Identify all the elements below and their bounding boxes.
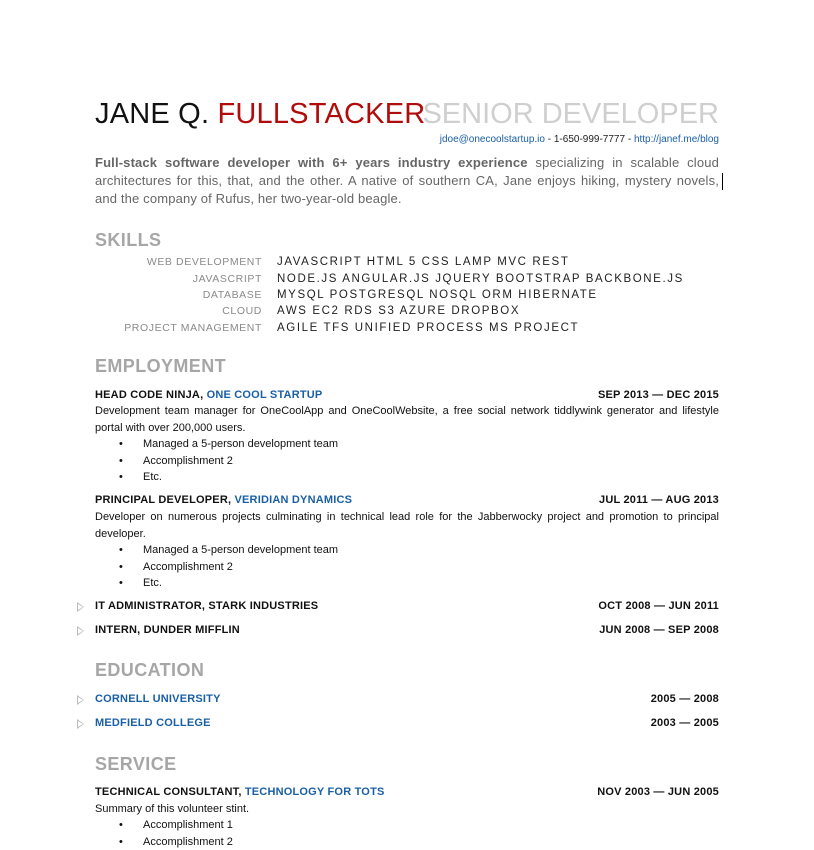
list-item: • Accomplishment 2 [95,453,719,470]
job-role-text: PRINCIPAL DEVELOPER, [95,494,234,506]
service-org: TECHNOLOGY FOR TOTS [245,786,385,798]
skill-row [95,270,719,286]
expand-triangle-icon[interactable] [77,626,84,636]
job-role [95,494,352,506]
skill-values: JAVASCRIPT HTML 5 CSS LAMP MVC REST [277,256,569,268]
service-dates: NOV 2003 — JUN 2005 [597,786,719,798]
service-bullets [95,817,719,850]
candidate-name [95,98,425,131]
section-title-service: SERVICE [95,754,177,775]
list-item: • Etc. [95,469,719,486]
skill-category: DATABASE [95,289,262,301]
contact-separator: - [545,134,554,145]
job-bullets [95,436,719,486]
service-role-text: TECHNICAL CONSULTANT, [95,786,245,798]
contact-separator: - [625,134,634,145]
summary-paragraph[interactable] [95,154,719,208]
job-heading-collapsed[interactable] [95,624,719,636]
service-description: Summary of this volunteer stint. [95,801,719,818]
service-heading [95,786,719,798]
last-name: FULLSTACKER [217,98,425,130]
job-heading-collapsed[interactable] [95,600,719,612]
job-org: VERIDIAN DYNAMICS [234,494,352,506]
skill-category: CLOUD [95,305,262,317]
job-dates: JUN 2008 — SEP 2008 [599,624,719,636]
job-role [95,389,322,401]
list-item: • Etc. [95,575,719,592]
job-title: SENIOR DEVELOPER [422,98,719,131]
job-heading [95,389,719,401]
list-item: • Managed a 5-person development team [95,436,719,453]
service-role [95,786,385,798]
section-title-education: EDUCATION [95,660,204,681]
school-dates: 2005 — 2008 [651,693,719,705]
job-description: Development team manager for OneCoolApp and OneCoolWebsite, a free social network tiddlywink generator and lifestyle portal with over 200,000 users. [95,403,719,436]
skill-values: AWS EC2 RDS S3 AZURE DROPBOX [277,305,520,317]
first-name: JANE Q. [95,98,209,130]
list-item: • Accomplishment 2 [95,559,719,576]
education-heading[interactable] [95,717,719,729]
expand-triangle-icon[interactable] [77,602,84,612]
school-name: CORNELL UNIVERSITY [95,693,221,705]
skill-row [95,287,719,303]
contact-line [440,134,719,145]
skill-category: JAVASCRIPT [95,273,262,285]
school-dates: 2003 — 2005 [651,717,719,729]
website-link[interactable]: http://janef.me/blog [634,134,719,145]
skill-row [95,254,719,270]
skill-values: AGILE TFS UNIFIED PROCESS MS PROJECT [277,322,579,334]
section-title-skills: SKILLS [95,230,161,251]
job-heading [95,494,719,506]
skill-values: MYSQL POSTGRESQL NOSQL ORM HIBERNATE [277,289,598,301]
skill-row [95,303,719,319]
text-cursor [722,173,723,190]
resume-page [95,0,719,843]
list-item: • Managed a 5-person development team [95,542,719,559]
phone-number: 1-650-999-7777 [554,134,625,145]
skill-row [95,320,719,336]
job-description: Developer on numerous projects culminating in technical lead role for the Jabberwocky project and promotion to principal developer. [95,509,719,542]
list-item: • Accomplishment 1 [95,817,719,834]
skills-table [95,254,719,336]
job-dates: SEP 2013 — DEC 2015 [598,389,719,401]
job-role-text: HEAD CODE NINJA, [95,389,207,401]
job-dates: OCT 2008 — JUN 2011 [598,600,719,612]
list-item: • Accomplishment 2 [95,834,719,850]
expand-triangle-icon[interactable] [77,695,84,705]
skill-category: PROJECT MANAGEMENT [95,322,262,334]
section-title-employment: EMPLOYMENT [95,356,226,377]
job-dates: JUL 2011 — AUG 2013 [599,494,719,506]
summary-rest: specializing in scalable cloud architectures for this, that, and the other. A native of southern CA, Jane enjoys hiking, mystery novels, and the company of Rufus, her two-year-old beagle. [95,155,719,206]
skill-category: WEB DEVELOPMENT [95,256,262,268]
summary-bold: Full-stack software developer with 6+ years industry experience [95,155,528,170]
email-link[interactable]: jdoe@onecoolstartup.io [440,134,545,145]
skill-values: NODE.JS ANGULAR.JS JQUERY BOOTSTRAP BACKBONE.JS [277,273,684,285]
job-bullets [95,542,719,592]
school-name: MEDFIELD COLLEGE [95,717,211,729]
job-org: ONE COOL STARTUP [207,389,323,401]
job-role: INTERN, DUNDER MIFFLIN [95,624,240,636]
education-heading[interactable] [95,693,719,705]
expand-triangle-icon[interactable] [77,719,84,729]
job-role: IT ADMINISTRATOR, STARK INDUSTRIES [95,600,318,612]
